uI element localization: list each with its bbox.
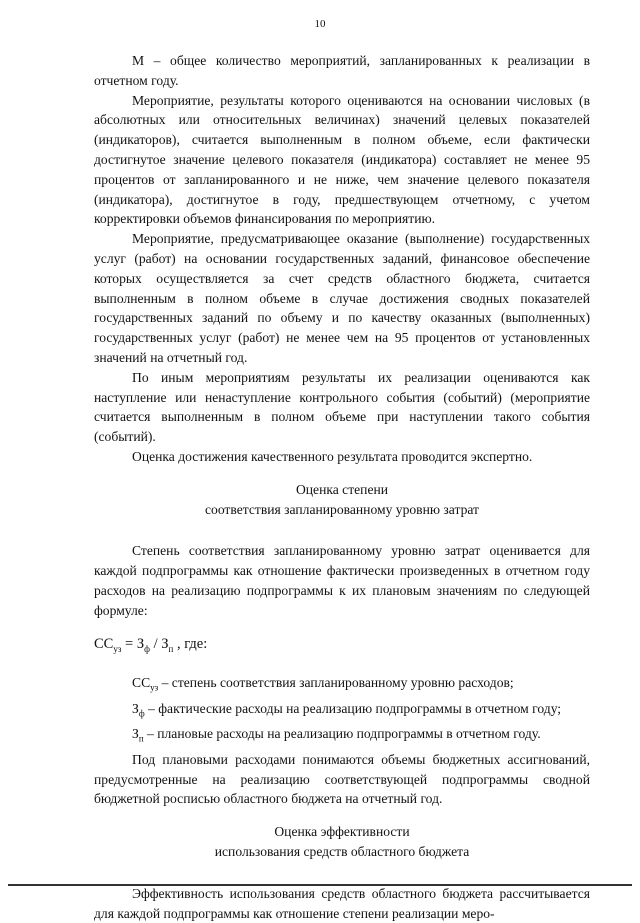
definition-text: – фактические расходы на реализацию подпрограммы в отчетном году; [144,700,562,716]
heading-line: соответствия запланированному уровню затрат [204,501,480,517]
formula-divide: / [149,635,162,652]
document-body [94,51,590,923]
section-heading-budget-efficiency [94,822,590,862]
formula-denominator-subscript: п [168,643,174,654]
definition-subscript: уз [150,682,159,693]
definition-subscript: ф [138,708,145,719]
paragraph-budget-efficiency: Эффективность использования средств областного бюджета рассчитывается для каждой подпрограммы как отношение степени реализации меро- [94,885,590,921]
definition-text: – степень соответствия запланированному уровню расходов; [158,675,514,691]
paragraph-numeric-indicators: Мероприятие, результаты которого оцениваются на основании числовых (в абсолютных или относительных величинах) значений целевых показателей (индикаторов), считается выполненным в полном объеме, если фактически достигнутое значение целевого показателя (индикатора) составляет не менее 95 процентов от запланированного и не ниже, чем значение целевого показателя (индикатора), достигнутое в году, предшествующем отчетному, с учетом корректировки объемов финансирования по мероприятию. [94,92,590,227]
paragraph-state-services: Мероприятие, предусматривающее оказание (выполнение) государственных услуг (работ) на основании государственных заданий, финансовое обеспечение которых осуществляется за счет средств областного бюджета, считается выполненным в полном объеме в случае достижения сводных показателей государственных заданий по объему и по качеству оказанных (выполненных) государственных услуг (работ) не менее чем на 95 процентов от установленных значений на отчетный год. [94,231,590,365]
definition-ccuz [94,673,590,699]
paragraph-cost-compliance: Степень соответствия запланированному уровню затрат оценивается для каждой подпрограммы как отношение фактически произведенных в отчетном году расходов на реализацию подпрограммы к их плановым значениям по следующей формуле: [94,543,590,618]
formula-lhs: СС [94,635,114,652]
bottom-rule [8,884,632,886]
definition-symbol: СС [132,675,151,691]
definition-symbol: З [132,700,139,716]
formula-equals: = [121,635,137,652]
page-number: 10 [314,18,326,30]
definition-text: – плановые расходы на реализацию подпрограммы в отчетном году. [143,726,541,742]
definition-zp [94,724,590,750]
section-heading-cost-compliance [94,480,590,520]
heading-line: Оценка эффективности [274,824,410,840]
paragraph-m-definition: М – общее количество мероприятий, запланированных к реализации в отчетном году. [94,53,590,88]
heading-line: Оценка степени [295,481,389,497]
paragraph-planned-expenses: Под плановыми расходами понимаются объемы бюджетных ассигнований, предусмотренные на реализацию соответствующей подпрограммы сводной бюджетной росписью областного бюджета на отчетный год. [94,751,590,807]
formula-numerator-subscript: ф [144,643,150,654]
heading-line: использования средств областного бюджета [214,843,470,859]
definition-zf [94,699,590,725]
paragraph-qualitative-result: Оценка достижения качественного результата проводится экспертно. [132,448,533,464]
formula-denominator: З [161,635,169,652]
formula-lhs-subscript: уз [113,643,122,654]
paragraph-control-events: По иным мероприятиям результаты их реализации оцениваются как наступление или ненаступление контрольного события (событий) (мероприятие считается выполненным в полном объеме при наступлении такого события (событий). [94,369,590,445]
formula-numerator: З [136,635,145,652]
definition-subscript: п [138,733,144,744]
definition-symbol: З [132,726,139,742]
formula-tail: , где: [173,635,208,652]
formula-cost-compliance [94,635,590,660]
